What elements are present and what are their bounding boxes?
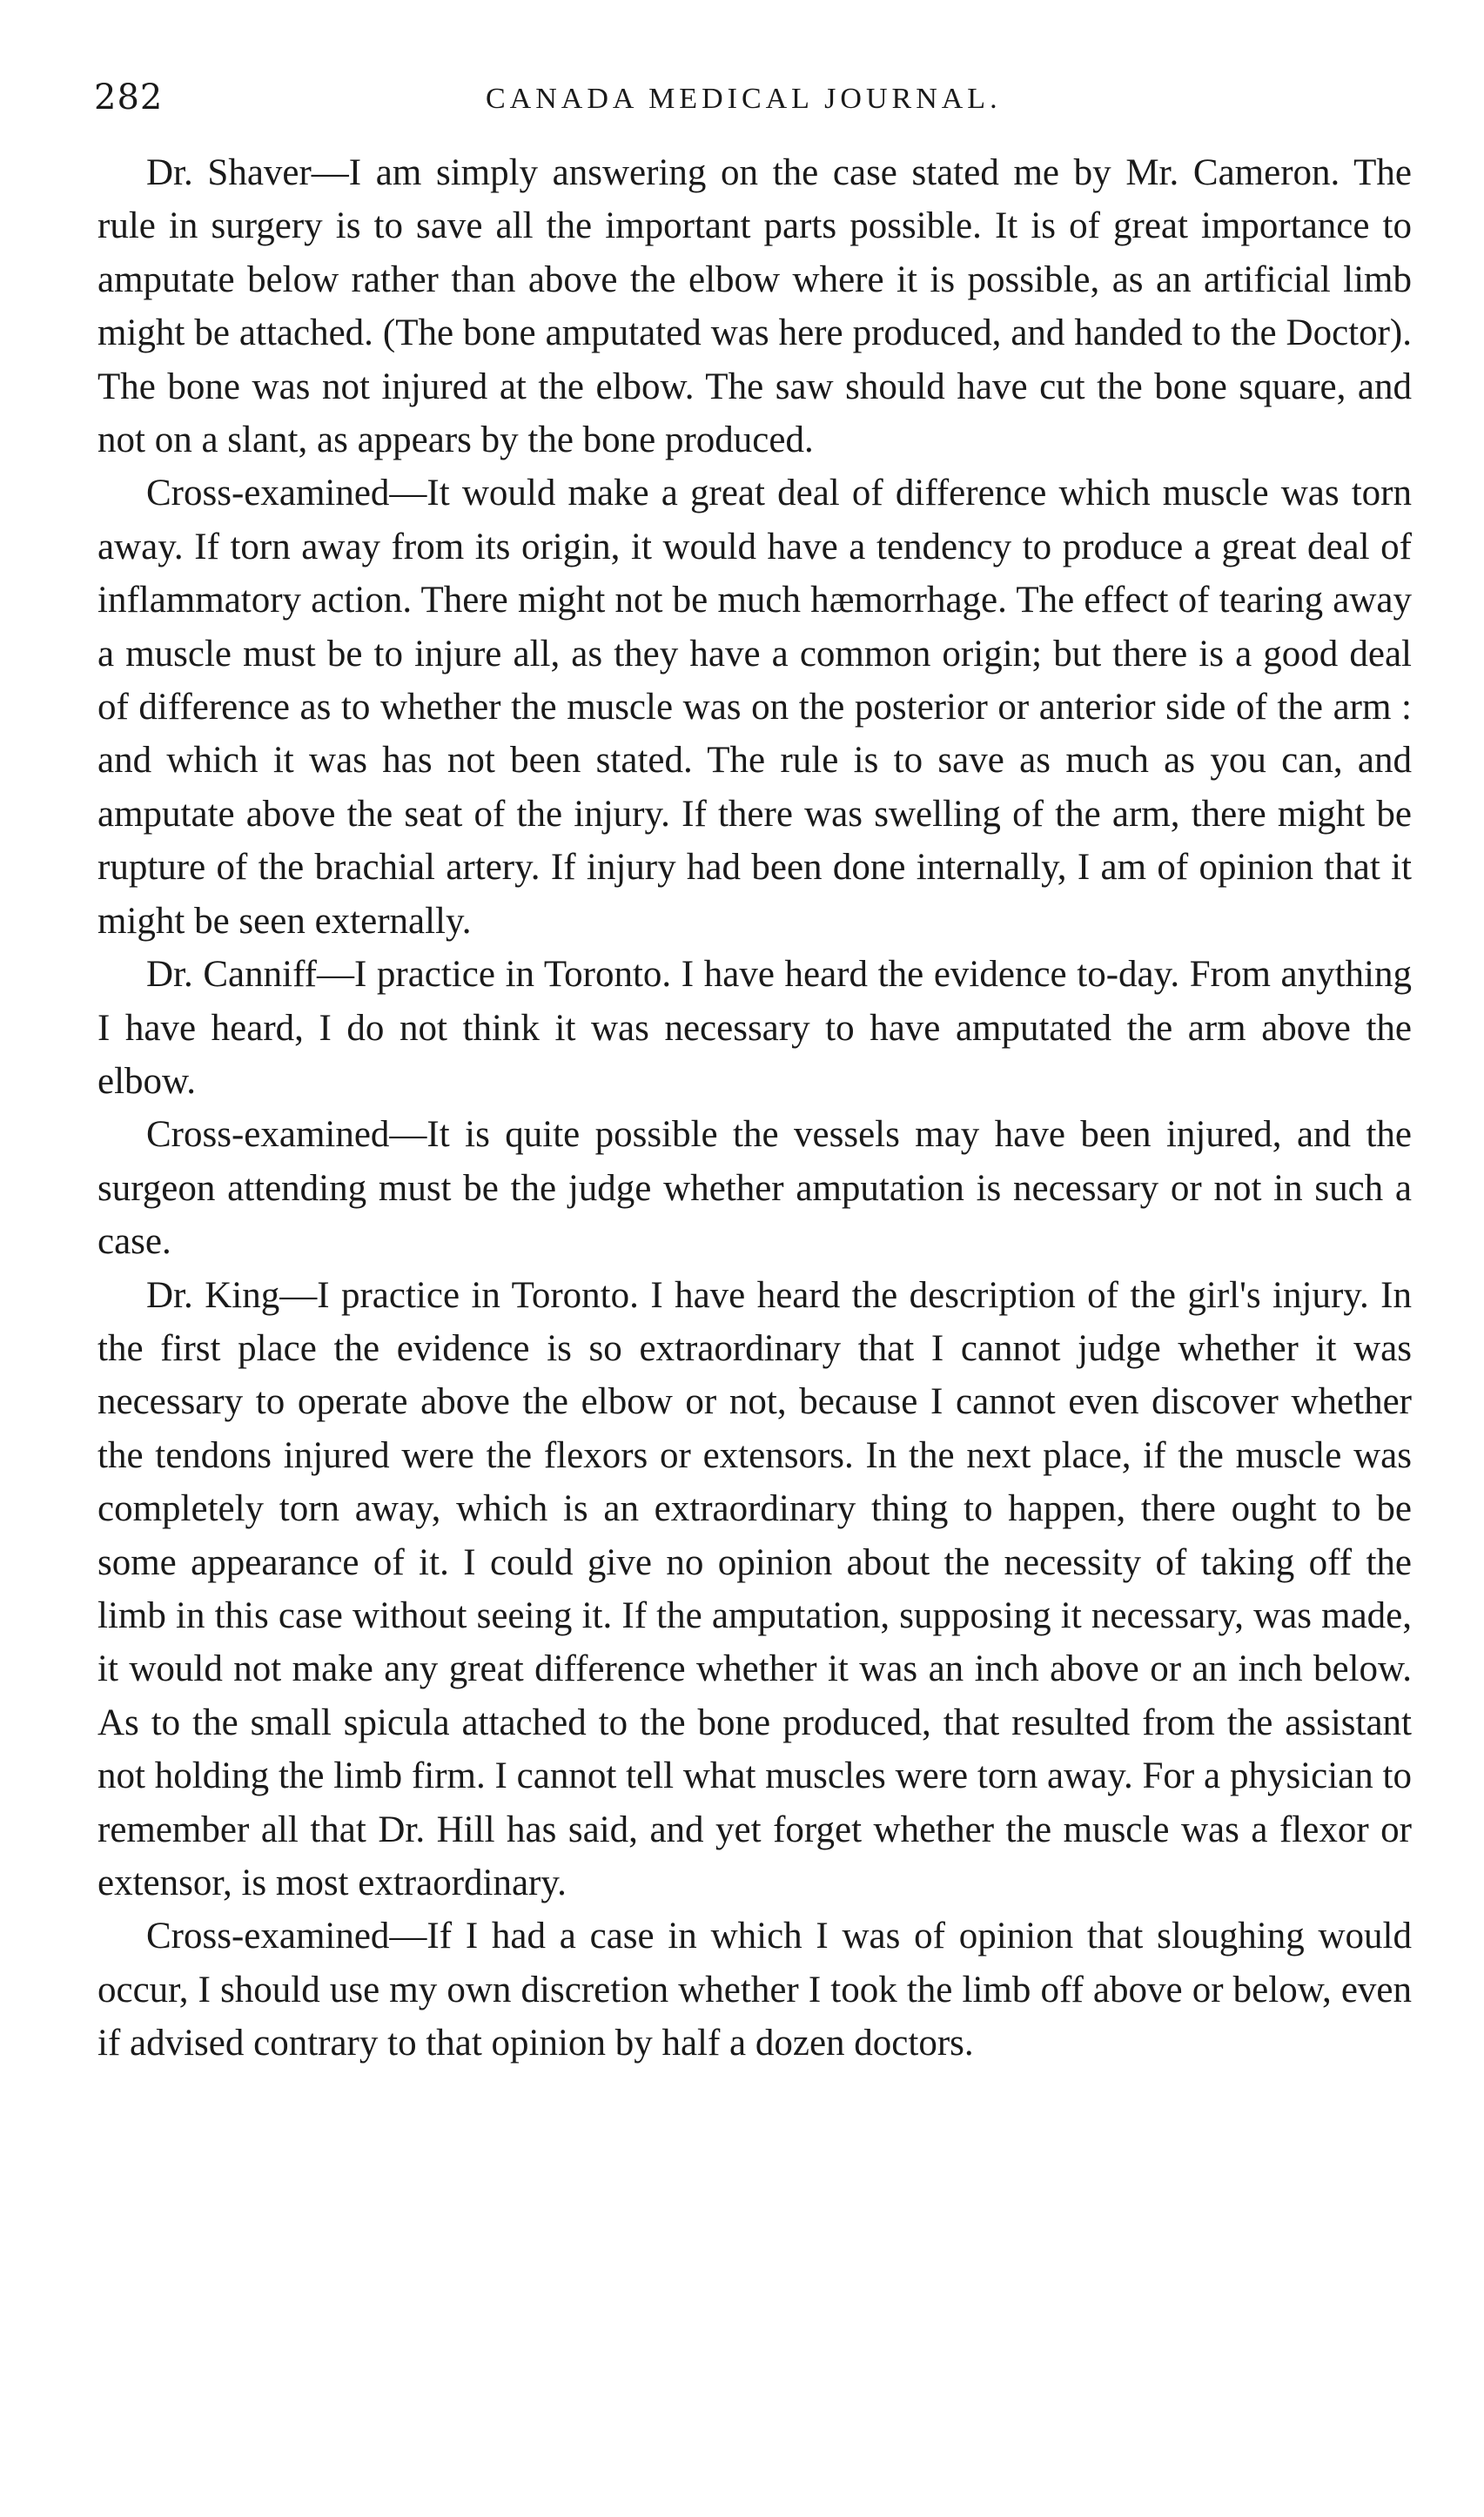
paragraph-king-cross-examination: Cross-examined—If I had a case in which I was of opinion that sloughing would occur, I should use my own discretion whether I took the limb off above or below, even if advised contrary to that opinion by half a dozen doctors. <box>97 1916 1412 2064</box>
page-number: 282 <box>94 77 164 117</box>
running-head <box>94 71 1417 124</box>
journal-title: CANADA MEDICAL JOURNAL. <box>486 83 1002 115</box>
paragraph-shaver-cross-examination: Cross-examined—It would make a great deal of difference which muscle was torn away. If torn away from its origin, it would have a tendency to produce a great deal of inflammatory action. There might not be much hæmorrhage. The effect of tearing away a muscle must be to injure all, as they have a common origin; but there is a good deal of difference as to whether the muscle was on the posterior or anterior side of the arm : and which it was has not been stated. The rule is to save as much as you can, and amputate above the seat of the injury. If there was swelling of the arm, there might be rupture of the brachial artery. If injury had been done internally, I am of opinion that it might be seen externally. <box>97 473 1412 942</box>
paragraph-dr-canniff-testimony: Dr. Canniff—I practice in Toronto. I have heard the evidence to-day. From anything I have heard, I do not think it was necessary to have amputated the arm above the elbow. <box>97 954 1412 1102</box>
paragraph-dr-king-testimony: Dr. King—I practice in Toronto. I have heard the description of the girl's injury. In the first place the evidence is so extraordinary that I cannot judge whether it was necessary to operate above the elbow or not, because I cannot even discover whether the tendons injured were the flexors or extensors. In the next place, if the muscle was completely torn away, which is an extraordinary thing to happen, there ought to be some appearance of it. I could give no opinion about the necessity of taking off the limb in this case without seeing it. If the amputation, supposing it necessary, was made, it would not make any great difference whether it was an inch above or an inch below. As to the small spicula attached to the bone produced, that resulted from the assistant not holding the limb firm. I cannot tell what muscles were torn away. For a physician to remember all that Dr. Hill has said, and yet forget whether the muscle was a flexor or extensor, is most extraordinary. <box>97 1274 1412 1903</box>
article-body <box>97 146 1412 2071</box>
paragraph-canniff-cross-examination: Cross-examined—It is quite possible the vessels may have been injured, and the surgeon attending must be the judge whether amputation is necessary or not in such a case. <box>97 1114 1412 1263</box>
paragraph-dr-shaver-testimony: Dr. Shaver—I am simply answering on the case stated me by Mr. Cameron. The rule in surgery is to save all the important parts possible. It is of great importance to amputate below rather than above the elbow where it is possible, as an artificial limb might be attached. (The bone amputated was here produced, and handed to the Doctor). The bone was not injured at the elbow. The saw should have cut the bone square, and not on a slant, as appears by the bone produced. <box>97 152 1412 461</box>
